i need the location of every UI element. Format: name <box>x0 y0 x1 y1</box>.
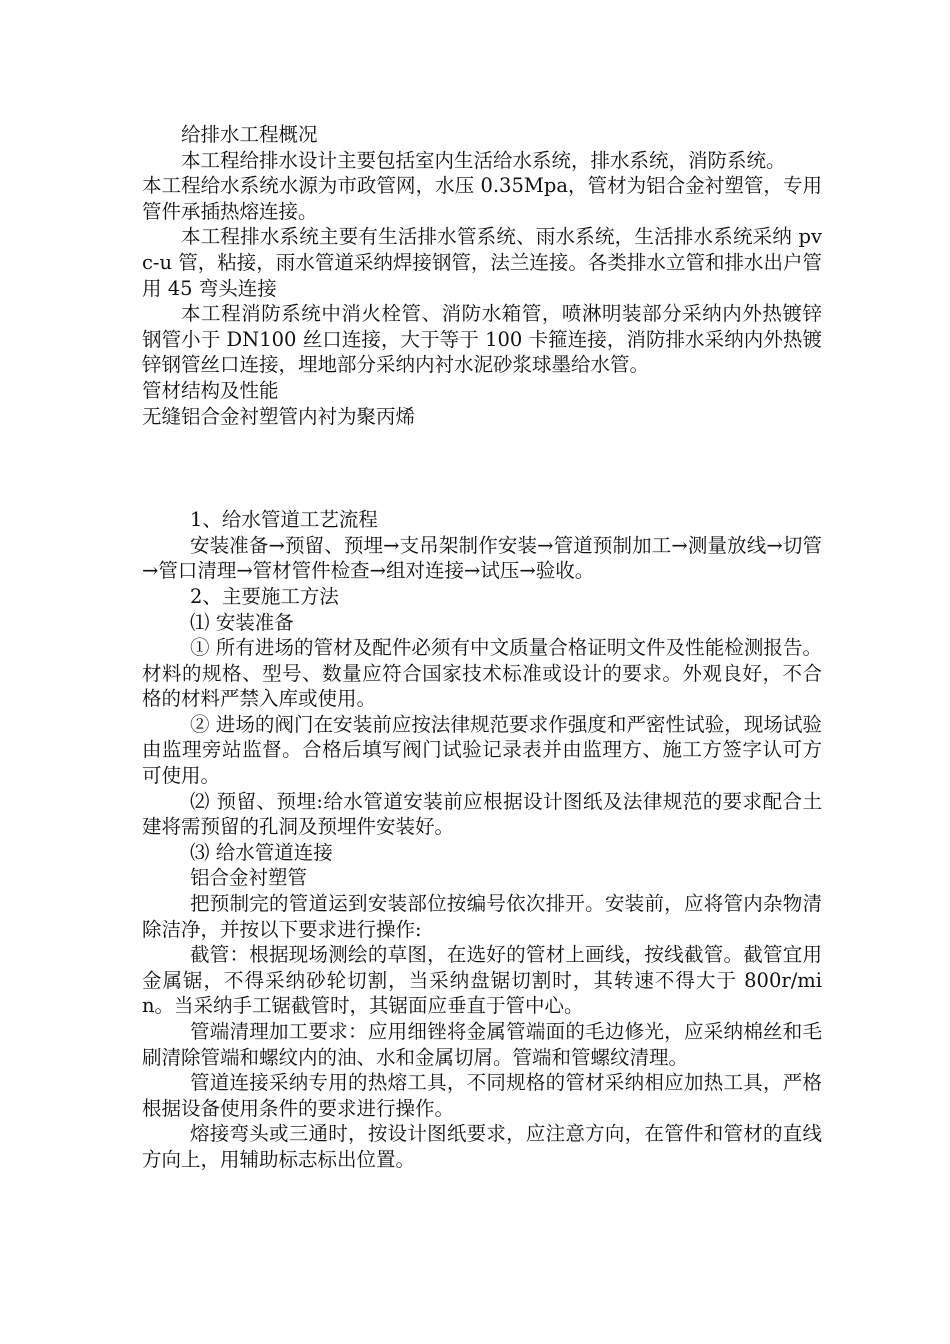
list-item: ② 进场的阀门在安装前应按法律规范要求作强度和严密性试验，现场试验由监理旁站监督。合格后填写阀门试验记录表并由监理方、施工方签字认可方可使用。 <box>142 712 822 788</box>
paragraph: 熔接弯头或三通时，按设计图纸要求，应注意方向，在管件和管材的直线方向上，用辅助标志标出位置。 <box>142 1122 822 1171</box>
sub-heading: ⑴ 安装准备 <box>190 610 294 634</box>
section-heading: 2、主要施工方法 <box>190 584 339 608</box>
paragraph: 截管：根据现场测绘的草图，在选好的管材上画线，按线截管。截管宜用金属锯，不得采纳砂轮切割，当采纳盘锯切割时，其转速不得大于 800r/min。当采纳手工锯截管时，其锯面应垂直于管中心。 <box>142 943 822 1018</box>
section-heading: 1、给水管道工艺流程 <box>190 508 378 532</box>
sub-heading: 铝合金衬塑管 <box>190 866 308 890</box>
process-flow: 安装准备→预留、预埋→支吊架制作安装→管道预制加工→测量放线→切管→管口清理→管材管件检查→组对连接→试压→验收。 <box>142 533 822 583</box>
paragraph: 本工程给水系统水源为市政管网，水压 0.35Mpa，管材为铝合金衬塑管，专用管件承插热熔连接。 <box>142 174 822 223</box>
paragraph: 本工程排水系统主要有生活排水管系统、雨水系统，生活排水系统采纳 pvc-u 管，粘接，雨水管道采纳焊接钢管，法兰连接。各类排水立管和排水出户管用 45 弯头连接 <box>142 225 822 300</box>
section-construction <box>142 507 822 1172</box>
sub-heading: ⑵ 预留、预埋:给水管道安装前应根据设计图纸及法律规范的要求配合土建将需预留的孔洞及预埋件安装好。 <box>142 789 822 839</box>
paragraph: 本工程消防系统中消火栓管、消防水箱管，喷淋明装部分采纳内外热镀锌钢管小于 DN100 丝口连接，大于等于 100 卡箍连接，消防排水采纳内外热镀锌钢管丝口连接，埋地部分采纳内衬水泥砂浆球墨给水管。 <box>142 302 822 377</box>
section-overview <box>142 122 822 429</box>
paragraph: 管端清理加工要求：应用细锉将金属管端面的毛边修光，应采纳棉丝和毛刷清除管端和螺纹内的油、水和金属切屑。管端和管螺纹清理。 <box>142 1020 822 1069</box>
section-heading: 给排水工程概况 <box>181 123 318 146</box>
list-item: ① 所有进场的管材及配件必须有中文质量合格证明文件及性能检测报告。材料的规格、型号、数量应符合国家技术标准或设计的要求。外观良好，不合格的材料严禁入库或使用。 <box>142 636 822 711</box>
sub-heading: ⑶ 给水管道连接 <box>190 840 333 864</box>
document-page <box>142 122 822 1173</box>
paragraph: 把预制完的管道运到安装部位按编号依次排开。安装前，应将管内杂物清除洁净，并按以下要求进行操作: <box>142 892 822 941</box>
paragraph: 管材结构及性能 <box>142 378 279 402</box>
paragraph: 无缝铝合金衬塑管内衬为聚丙烯 <box>142 404 416 428</box>
paragraph: 本工程给排水设计主要包括室内生活给水系统，排水系统，消防系统。 <box>181 148 786 172</box>
paragraph: 管道连接采纳专用的热熔工具，不同规格的管材采纳相应加热工具，严格根据设备使用条件的要求进行操作。 <box>142 1071 822 1120</box>
